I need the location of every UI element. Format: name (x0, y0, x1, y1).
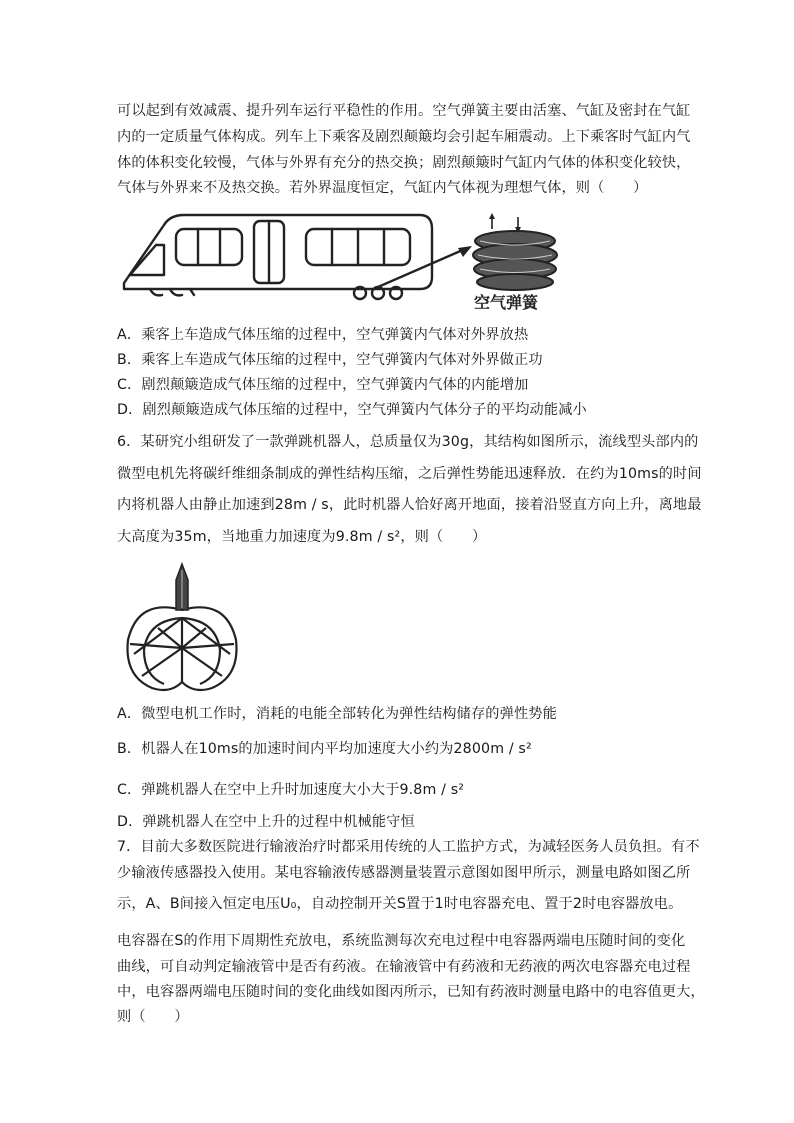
train-body (124, 215, 432, 289)
air-spring-icon (473, 231, 557, 290)
pointer-arrow (378, 249, 465, 287)
air-spring-caption: 空气弹簧 (474, 293, 539, 312)
q6-option-c: C．弹跳机器人在空中上升时加速度大小大于9.8m / s² (117, 782, 465, 798)
q7-stem-line-3: 示，A、B间接入恒定电压U₀，自动控制开关S置于1时电容器充电、置于2时电容器放电。 (117, 896, 683, 912)
q5-stem-line-1: 可以起到有效减震、提升列车运行平稳性的作用。空气弹簧主要由活塞、气缸及密封在气缸 (117, 103, 691, 119)
q5-stem-line-3: 体的体积变化较慢，气体与外界有充分的热交换；剧烈颠簸时气缸内气体的体积变化较快， (117, 155, 691, 171)
q6-option-d: D．弹跳机器人在空中上升的过程中机械能守恒 (117, 814, 415, 830)
q5-stem-line-2: 内的一定质量气体构成。列车上下乘客及剧烈颠簸均会引起车厢震动。上下乘客时气缸内气 (117, 129, 691, 145)
q5-option-d: D．剧烈颠簸造成气体压缩的过程中，空气弹簧内气体分子的平均动能减小 (117, 402, 587, 418)
q6-stem-line-4: 大高度为35m，当地重力加速度为9.8m / s²，则（ ） (117, 529, 487, 545)
q5-stem-line-4: 气体与外界来不及热交换。若外界温度恒定，气缸内气体视为理想气体，则（ ） (117, 180, 648, 196)
q7-stem-line-1: 7．目前大多数医院进行输液治疗时都采用传统的人工监护方式，为减轻医务人员负担。有不 (117, 839, 700, 855)
jumping-robot-figure (118, 558, 248, 698)
q7-stem-line-4: 电容器在S的作用下周期性充放电，系统监测每次充电过程中电容器两端电压随时间的变化 (117, 933, 686, 949)
q7-stem-line-5: 曲线，可自动判定输液管中是否有药液。在输液管中有药液和无药液的两次电容器充电过程 (117, 959, 691, 975)
q6-stem-line-2: 微型电机先将碳纤维细条制成的弹性结构压缩，之后弹性势能迅速释放．在约为10ms的时间 (117, 466, 702, 482)
q5-option-b: B．乘客上车造成气体压缩的过程中，空气弹簧内气体对外界做正功 (117, 352, 543, 368)
q6-option-b: B．机器人在10ms的加速时间内平均加速度大小约为2800m / s² (117, 741, 532, 757)
q7-stem-line-7: 则（ ） (117, 1009, 189, 1025)
q6-stem-line-1: 6．某研究小组研发了一款弹跳机器人，总质量仅为30g，其结构如图所示，流线型头部内的 (117, 434, 699, 450)
q7-stem-line-2: 少输液传感器投入使用。某电容输液传感器测量装置示意图如图甲所示，测量电路如图乙所 (117, 865, 691, 881)
q6-stem-line-3: 内将机器人由静止加速到28m / s，此时机器人恰好离开地面，接着沿竖直方向上升，离地最 (117, 497, 702, 513)
q7-stem-line-6: 中，电容器两端电压随时间的变化曲线如图丙所示，已知有药液时测量电路中的电容值更大， (117, 984, 705, 1000)
q5-option-c: C．剧烈颠簸造成气体压缩的过程中，空气弹簧内气体的内能增加 (117, 377, 529, 393)
train-window-group-1 (176, 229, 242, 265)
q5-option-a: A．乘客上车造成气体压缩的过程中，空气弹簧内气体对外界放热 (117, 327, 529, 343)
q6-option-a: A．微型电机工作时，消耗的电能全部转化为弹性结构储存的弹性势能 (117, 706, 557, 722)
